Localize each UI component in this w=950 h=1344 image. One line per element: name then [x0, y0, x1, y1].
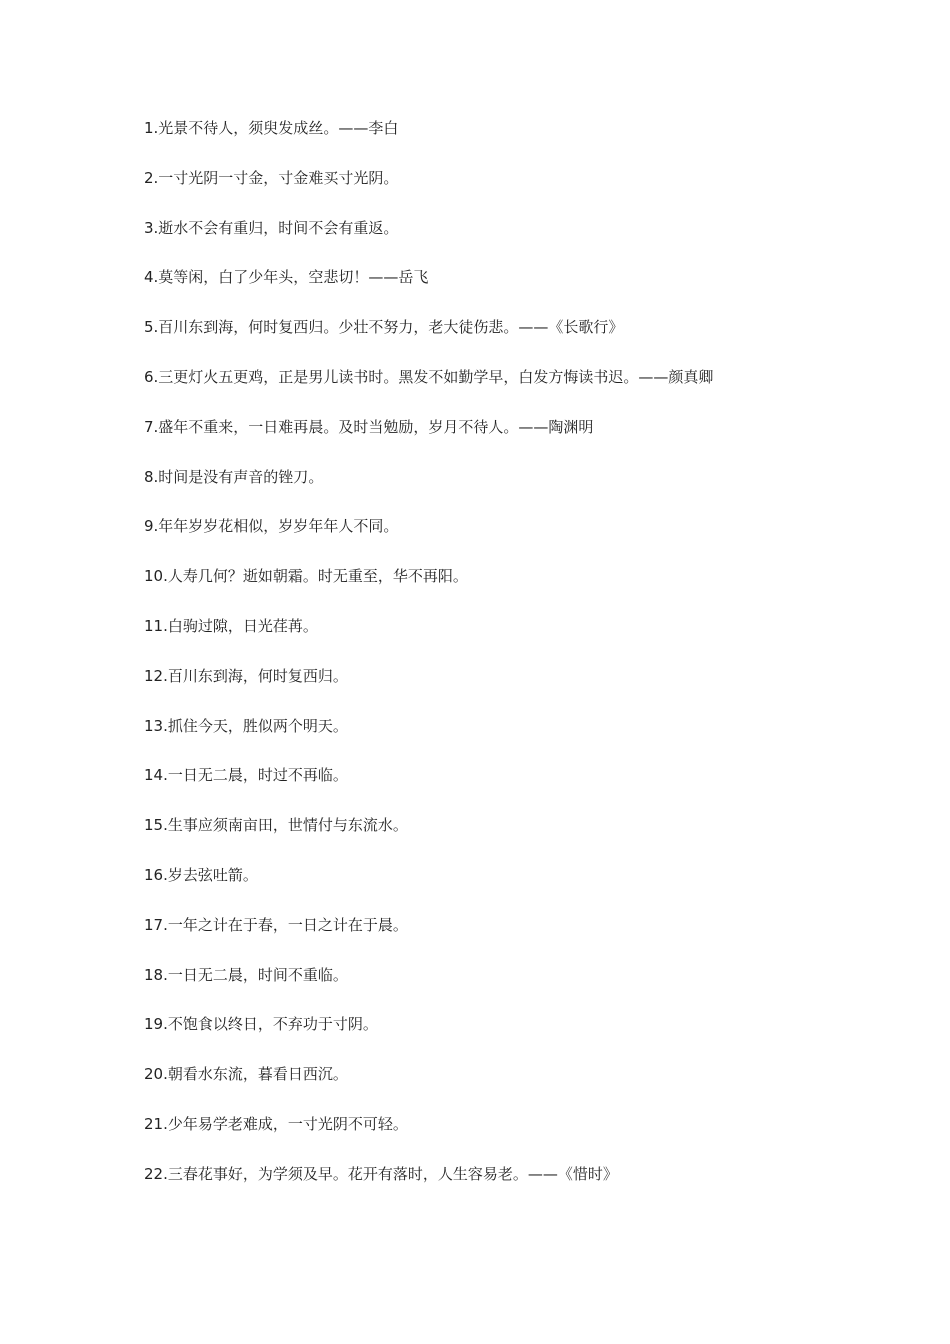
quote-line: 8.时间是没有声音的锉刀。 — [144, 467, 324, 486]
quote-line: 20.朝看水东流，暮看日西沉。 — [144, 1065, 348, 1084]
quote-line: 3.逝水不会有重归，时间不会有重返。 — [144, 218, 399, 237]
quote-line: 4.莫等闲，白了少年头，空悲切！——岳飞 — [144, 268, 429, 287]
quote-line: 5.百川东到海，何时复西归。少壮不努力，老大徒伤悲。——《长歌行》 — [144, 318, 624, 337]
quote-line: 7.盛年不重来，一日难再晨。及时当勉励，岁月不待人。——陶渊明 — [144, 417, 594, 436]
quote-line: 10.人寿几何？逝如朝霜。时无重至，华不再阳。 — [144, 567, 468, 586]
quote-line: 17.一年之计在于春，一日之计在于晨。 — [144, 915, 408, 934]
quote-line: 2.一寸光阴一寸金，寸金难买寸光阴。 — [144, 168, 399, 187]
quote-line: 19.不饱食以终日，不弃功于寸阴。 — [144, 1015, 378, 1034]
quote-line: 9.年年岁岁花相似，岁岁年年人不同。 — [144, 517, 399, 536]
quote-list — [144, 116, 713, 1212]
quote-line: 11.白驹过隙，日光荏苒。 — [144, 616, 318, 635]
quote-line: 13.抓住今天，胜似两个明天。 — [144, 716, 348, 735]
quote-line: 15.生事应须南亩田，世情付与东流水。 — [144, 816, 408, 835]
quote-line: 12.百川东到海，何时复西归。 — [144, 666, 348, 685]
quote-line: 14.一日无二晨，时过不再临。 — [144, 766, 348, 785]
quote-line: 21.少年易学老难成，一寸光阴不可轻。 — [144, 1114, 408, 1133]
quote-line: 18.一日无二晨，时间不重临。 — [144, 965, 348, 984]
quote-line: 22.三春花事好，为学须及早。花开有落时，人生容易老。——《惜时》 — [144, 1164, 618, 1183]
quote-line: 16.岁去弦吐箭。 — [144, 865, 258, 884]
quote-line: 1.光景不待人，须臾发成丝。——李白 — [144, 119, 399, 137]
quote-line: 6.三更灯火五更鸡，正是男儿读书时。黑发不如勤学早，白发方悔读书迟。——颜真卿 — [144, 367, 714, 386]
